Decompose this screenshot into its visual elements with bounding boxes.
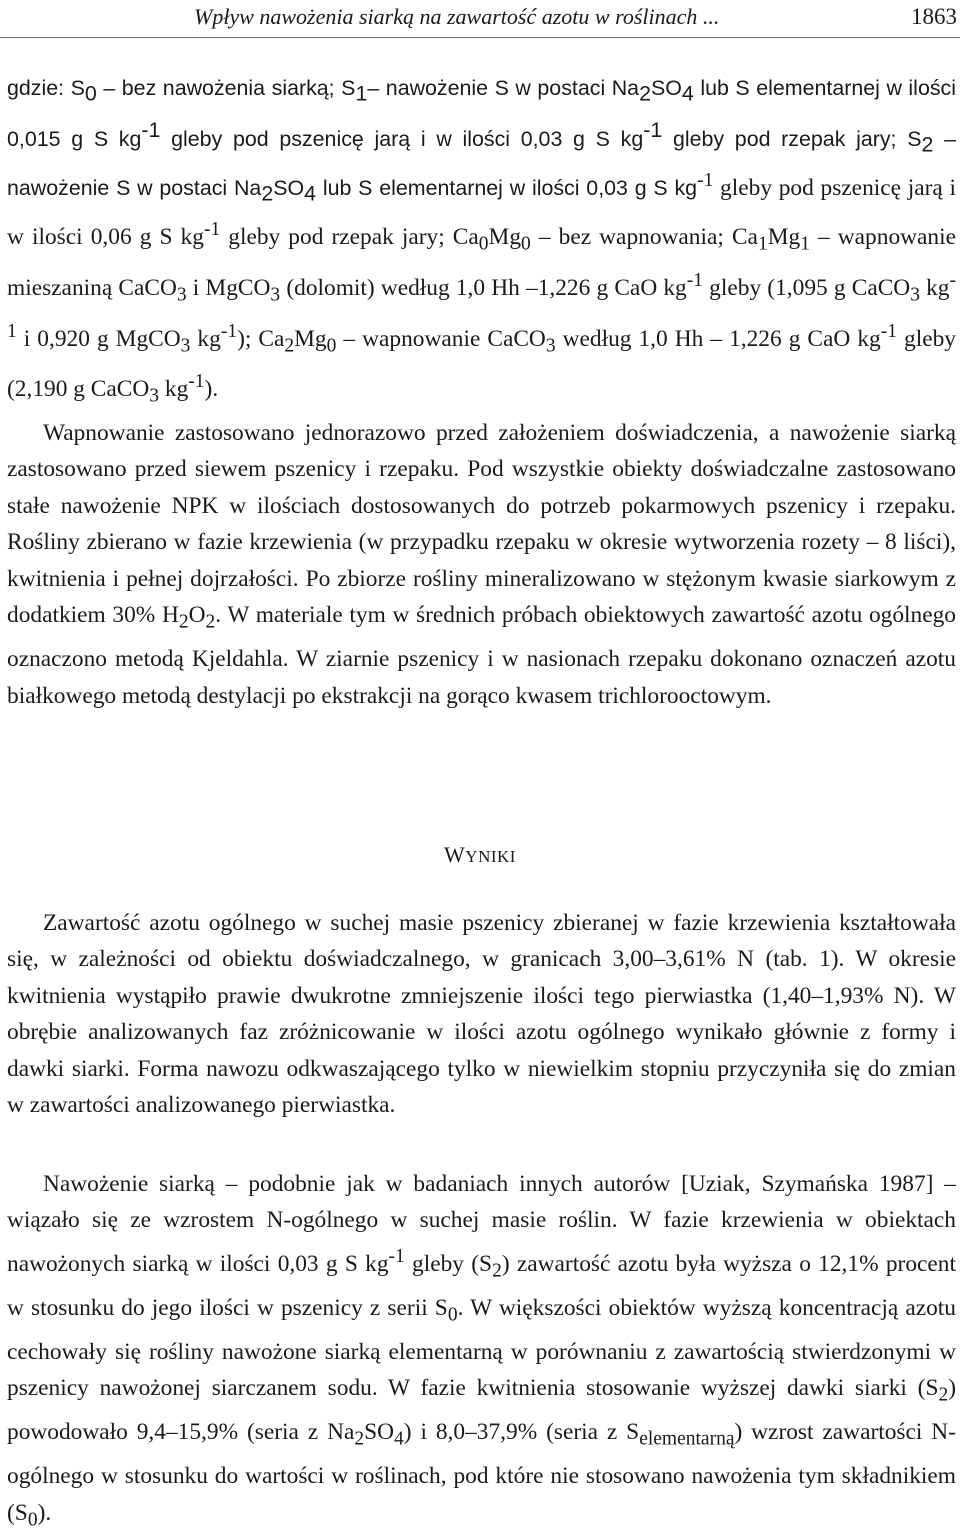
section-heading-results — [0, 842, 960, 868]
paragraph-results-2 — [7, 1166, 956, 1539]
methods-legend-block — [7, 70, 956, 415]
running-head — [0, 0, 960, 40]
text-run: – nawożenie S w postaci Na — [367, 76, 640, 100]
subscript: 2 — [178, 611, 189, 633]
text-run: – bez nawożenia siarką; S — [96, 76, 356, 100]
text-run: O — [188, 602, 206, 629]
superscript: -1 — [220, 320, 238, 342]
subscript: 0 — [447, 1304, 458, 1326]
results-paragraph-1-block — [7, 905, 956, 1123]
text-run: SO — [364, 1419, 395, 1446]
text-run: Wapnowanie zastosowano jednorazowo przed założeniem doświadczenia, a nawożenie siarką zastosowano przed siewem pszenicy i rzepaku. Pod wszystkie obiekty doświadczalne zastosowano stałe nawożenie NPK w ilościach dostosowanych do potrzeb pokarmowych pszenicy i rzepaku. Rośliny zbierano w fazie krzewienia (w przypadku rzepaku w okresie wytworzenia rozety – 8 liści), kwitnienia i pełnej dojrzałości. Po zbiorze rośliny mineralizowano w stężonym kwasie siarkowym z dodatkiem 30% H — [7, 420, 956, 629]
text-run: Mg — [294, 325, 327, 352]
subscript: 3 — [270, 284, 281, 306]
subscript: 0 — [478, 233, 489, 255]
text-run: i 0,920 g MgCO — [16, 325, 181, 352]
subscript: 0 — [84, 81, 97, 106]
text-run: gleby (S — [404, 1250, 493, 1277]
text-run: lub S elementarnej w ilości 0,03 g S kg — [316, 175, 698, 200]
subscript: elementarną — [639, 1428, 735, 1450]
text-run: ) wzrost zawartości N-ogólnego w stosunku do wartości w roślinach, pod które nie stosowano nawożenia tym składnikiem (S — [7, 1419, 956, 1526]
subscript: 4 — [394, 1428, 404, 1450]
text-run: ). — [37, 1499, 52, 1526]
superscript: -1 — [7, 269, 957, 342]
superscript: -1 — [203, 218, 221, 240]
text-run: – wapnowanie mieszaniną CaCO — [7, 223, 956, 301]
paragraph-treatment-definitions — [7, 70, 956, 415]
subscript: 0 — [521, 233, 531, 255]
text-run: gleby (2,190 g CaCO — [7, 325, 956, 403]
subscript: 2 — [492, 1260, 502, 1282]
text-run: Mg — [488, 223, 522, 250]
subscript: 4 — [304, 181, 317, 206]
subscript: 2 — [921, 132, 934, 157]
text-run: gleby pod pszenicę jarą i w ilości 0,06 g S kg — [7, 174, 956, 250]
text-run: gdzie: S — [7, 76, 85, 100]
text-run: ). — [204, 376, 219, 403]
text-run: – nawożenie S w postaci Na — [7, 126, 956, 200]
text-run: lub S elementarnej w ilości 0,015 g S kg — [7, 76, 956, 151]
text-run: – wapnowanie CaCO — [336, 325, 546, 352]
methods-paragraph-block — [7, 415, 956, 714]
text-run: kg — [190, 325, 221, 352]
text-run: gleby pod rzepak jary; S — [662, 126, 922, 151]
superscript: -1 — [141, 118, 161, 143]
text-run: kg — [919, 274, 950, 301]
running-title: Wpływ nawożenia siarką na zawartość azotu w roślinach ... — [194, 4, 720, 29]
subscript: 3 — [180, 335, 191, 357]
text-run: gleby (1,095 g CaCO — [703, 274, 911, 301]
subscript: 3 — [910, 284, 920, 306]
superscript: -1 — [188, 371, 205, 393]
text-run: . W materiale tym w średnich próbach obiektowych zawartość azotu ogólnego oznaczono metodą Kjeldahla. W ziarnie pszenicy i w nasionach rzepaku dokonano oznaczeń azotu białkowego metodą destylacji po ekstrakcji na gorąco kwasem trichlorooctowym. — [7, 602, 956, 709]
text-run: SO — [650, 76, 682, 100]
subscript: 3 — [545, 335, 556, 357]
subscript: 4 — [681, 81, 694, 106]
superscript: -1 — [686, 269, 704, 291]
subscript: 1 — [355, 81, 368, 106]
superscript: -1 — [697, 169, 714, 191]
subscript: 2 — [354, 1428, 365, 1450]
subscript: 1 — [800, 233, 810, 255]
header-rule — [0, 37, 960, 38]
subscript: 2 — [261, 181, 274, 206]
paragraph-methods — [7, 415, 956, 714]
subscript: 2 — [284, 335, 295, 357]
subscript: 2 — [938, 1384, 949, 1406]
subscript: 0 — [326, 335, 337, 357]
results-paragraph-2-block — [7, 1166, 956, 1539]
text-run: ); Ca — [237, 325, 285, 352]
paragraph-results-1: Zawartość azotu ogólnego w suchej masie pszenicy zbieranej w fazie krzewienia kształtowała się, w zależności od obiektu doświadczalnego, w granicach 3,00–3,61% N (tab. 1). W okresie kwitnienia wystąpiło prawie dwukrotne zmniejszenie ilości tego pierwiastka (1,40–1,93% N). W obrębie analizowanych faz zróżnicowanie w ilości azotu ogólnego wynikało głównie z formy i dawki siarki. Forma nawozu odkwaszającego tylko w niewielkim stopniu przyczyniła się do zmian w zawartości analizowanego pierwiastka. — [7, 910, 956, 1119]
text-run: ) zawartość azotu była wyższa o 12,1% procent w stosunku do jego ilości w pszenicy z serii S — [7, 1250, 956, 1321]
subscript: 0 — [27, 1509, 38, 1531]
text-run: – bez wapnowania; Ca — [530, 223, 758, 250]
text-run: i MgCO — [186, 274, 271, 301]
superscript: -1 — [643, 118, 663, 143]
text-run: (dolomit) według 1,0 Hh –1,226 g CaO kg — [280, 274, 687, 301]
subscript: 3 — [149, 385, 160, 407]
superscript: -1 — [388, 1245, 405, 1267]
subscript: 1 — [757, 233, 768, 255]
text-run: SO — [273, 175, 305, 200]
text-run: Mg — [767, 223, 801, 250]
text-run: Nawożenie siarką – podobnie jak w badaniach innych autorów [Uziak, Szymańska 1987] – wiązało się ze wzrostem N-ogólnego w suchej masie roślin. W fazie krzewienia w obiektach nawożonych siarką w ilości 0,03 g S kg — [7, 1171, 956, 1277]
text-run: . W większości obiektów wyższą koncentracją azotu cechowały się rośliny nawożone siarką elementarną w porównaniu z zawartością stwierdzonymi w pszenicy nawożonej siarczanem sodu. W fazie kwitnienia stosowanie wyższej dawki siarki (S — [7, 1294, 956, 1402]
heading-rest: YNIKI — [465, 847, 516, 866]
text-run: gleby pod pszenicę jarą i w ilości 0,03 g S kg — [160, 126, 644, 151]
text-run: ) i 8,0–37,9% (seria z S — [403, 1419, 640, 1446]
text-run: według 1,0 Hh – 1,226 g CaO kg — [555, 325, 881, 352]
subscript: 2 — [639, 81, 651, 106]
text-run: kg — [159, 376, 189, 403]
subscript: 3 — [176, 284, 187, 306]
superscript: -1 — [880, 320, 897, 342]
heading-initial: W — [444, 842, 466, 867]
text-run: gleby pod rzepak jary; Ca — [220, 223, 479, 250]
page-number: 1863 — [911, 4, 957, 29]
text-run: ) powodowało 9,4–15,9% (seria z Na — [7, 1375, 956, 1446]
subscript: 2 — [205, 611, 216, 633]
